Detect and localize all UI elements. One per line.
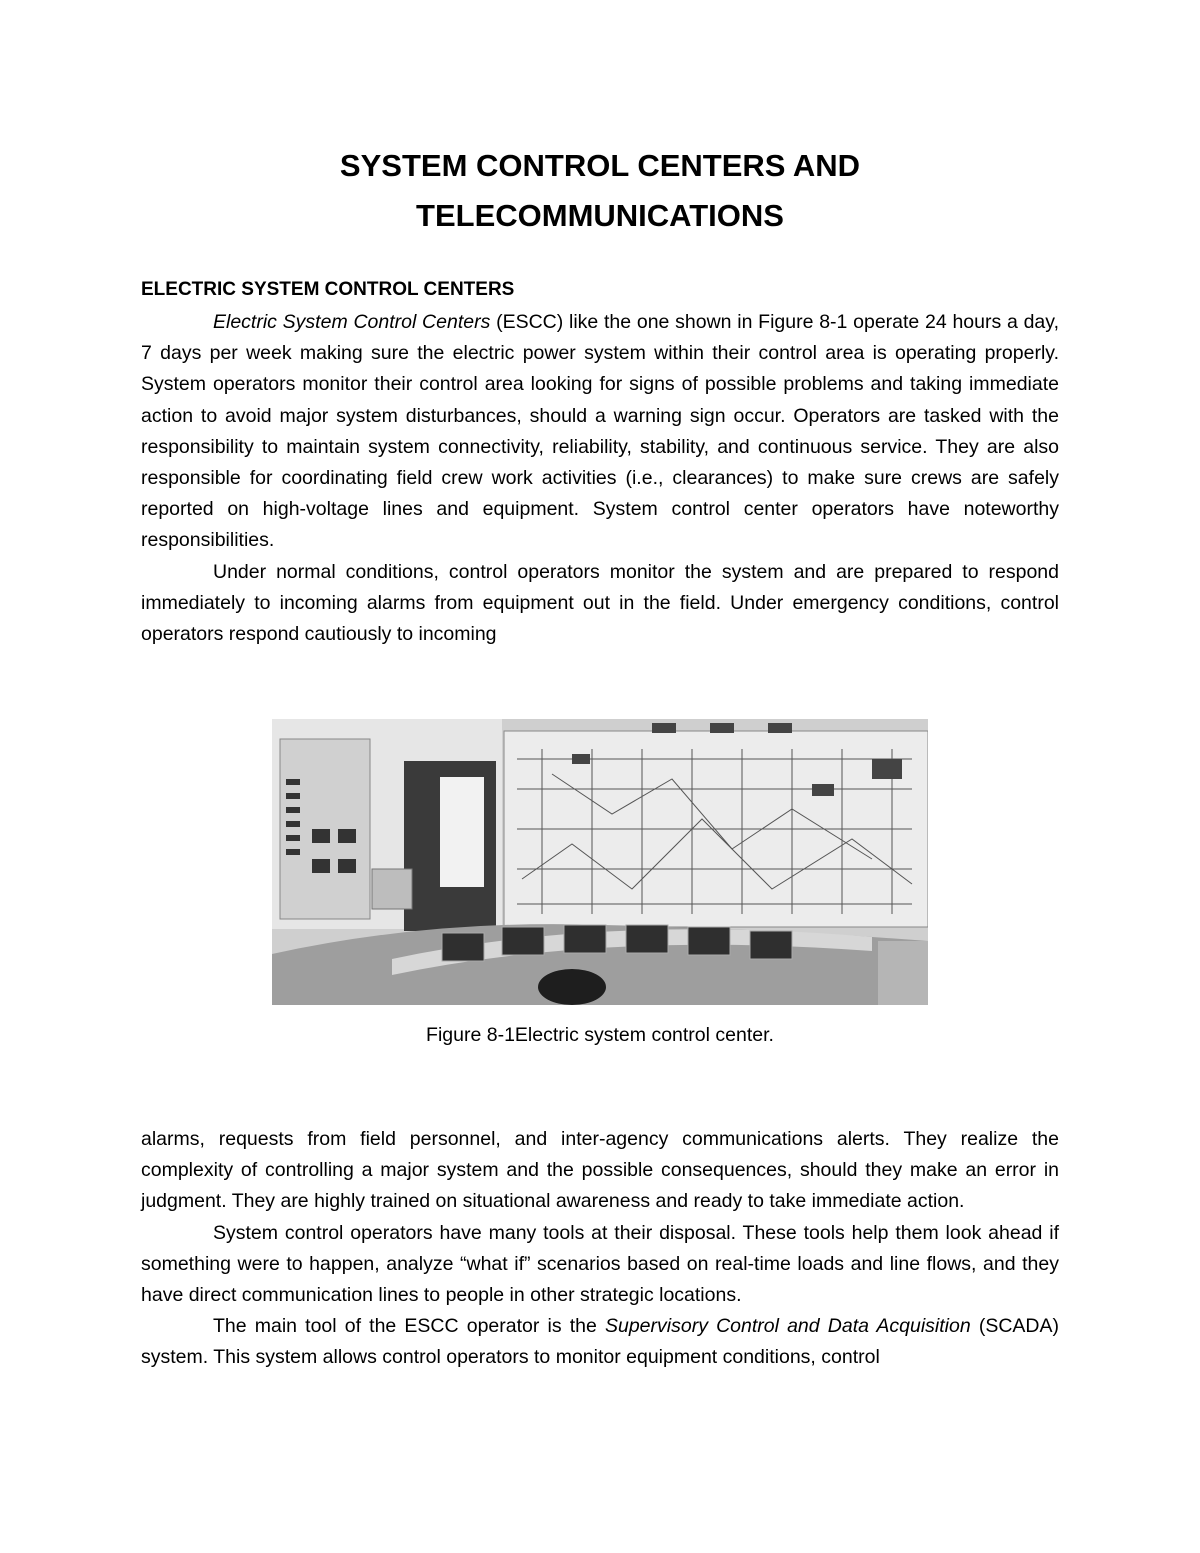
control-room-illustration: [272, 719, 928, 1005]
paragraph-1-text: (ESCC) like the one shown in Figure 8-1 operate 24 hours a day, 7 days per week making sure the electric power system within their control area is operating properly. System operators monitor their control area looking for signs of possible problems and taking immediate action to avoid major system disturbances, should a warning sign occur. Operators are tasked with the responsibility to maintain system connectivity, reliability, stability, and continuous service. They are also responsible for coordinating field crew work activities (i.e., clearances) to make sure crews are safely reported on high-voltage lines and equipment. System control center operators have noteworthy responsibilities.: [141, 311, 1059, 552]
page-title-line-2: TELECOMMUNICATIONS: [416, 198, 784, 233]
scada-term: Supervisory Control and Data Acquisition: [604, 1315, 971, 1338]
paragraph-4: System control operators have many tools at their disposal. These tools help them look ahead if something were to happen, analyze “what if” scenarios based on real-time loads and line flows, and they have direct communication lines to people in other strategic locations.: [141, 1221, 1059, 1307]
paragraph-2: Under normal conditions, control operators monitor the system and are prepared to respond immediately to incoming alarms from equipment out in the field. Under emergency conditions, control operators respond cautiously to incoming: [141, 560, 1059, 646]
figure-caption: Figure 8-1Electric system control center.: [426, 1024, 774, 1046]
paragraph-5: [141, 1311, 1059, 1373]
section-heading: ELECTRIC SYSTEM CONTROL CENTERS: [141, 279, 515, 300]
page-title-line-1: SYSTEM CONTROL CENTERS AND: [339, 148, 861, 183]
body-text-bottom: [141, 1124, 1059, 1374]
paragraph-5-text: (SCADA) system. This system allows control operators to monitor equipment conditions, control: [141, 1315, 1060, 1369]
figure-control-center-photo: [272, 719, 928, 1005]
paragraph-1: [141, 307, 1059, 557]
body-text-top: [141, 307, 1059, 650]
paragraph-5-start: The main tool of the ESCC operator is the: [213, 1315, 605, 1338]
paragraph-3: alarms, requests from field personnel, and inter-agency communications alerts. They realize the complexity of controlling a major system and the possible consequences, should they make an error in judgment. They are highly trained on situational awareness and ready to take immediate action.: [141, 1128, 1059, 1213]
escc-term: Electric System Control Centers: [213, 311, 491, 333]
